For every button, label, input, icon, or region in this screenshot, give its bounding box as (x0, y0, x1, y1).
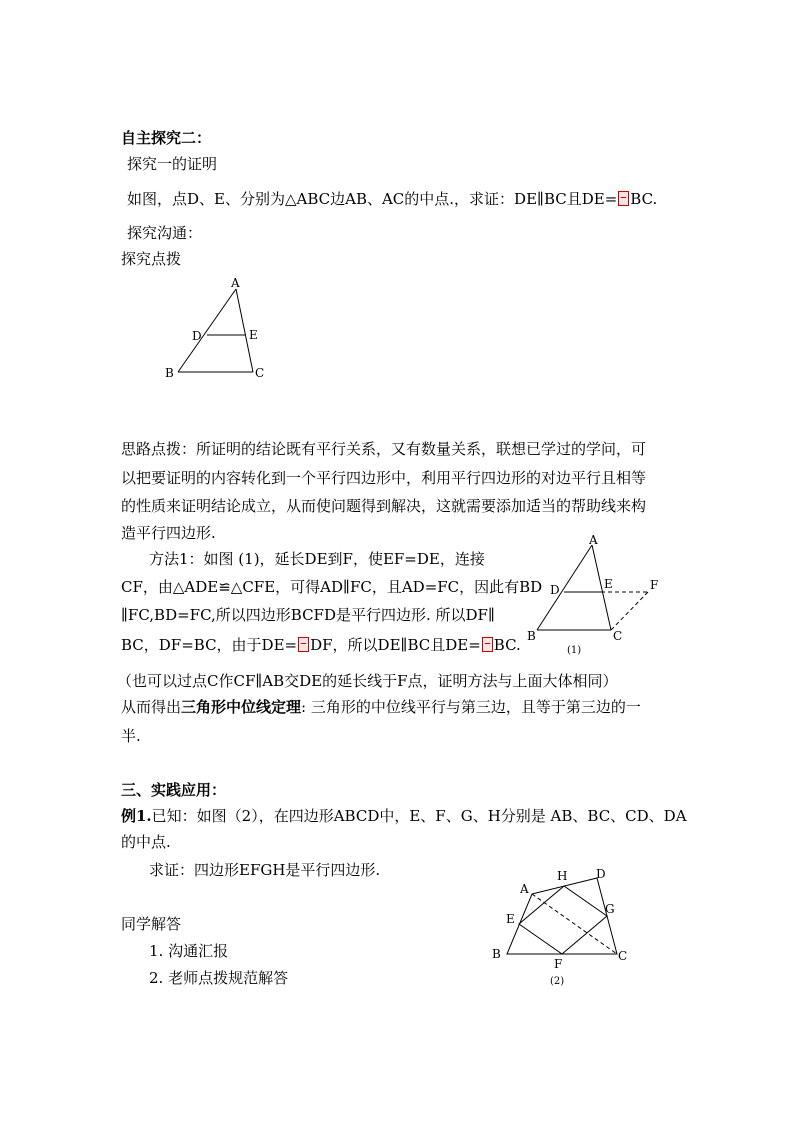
fraction-half-icon (482, 637, 493, 652)
reasoning-line-4: 造平行四边形. (121, 524, 216, 542)
reasoning-line-1: 思路点拨：所证明的结论既有平行关系，又有数量关系，联想已学过的学问，可 (121, 440, 647, 458)
method1-line-2: CF，由△ADE≌△CFE，可得AD∥FC，且AD=FC，因此有BD (121, 578, 543, 596)
fig2-label-f: F (554, 957, 563, 971)
fig2-label-c: C (618, 949, 628, 963)
fig1-caption: (1) (567, 645, 582, 656)
example-label: 例1. (121, 807, 152, 825)
fig1-label-a: A (589, 533, 598, 547)
step-2: 2. 老师点拨规范解答 (149, 969, 289, 987)
fig2-label-b: B (492, 947, 501, 961)
section-heading: 自主探究二： (121, 129, 212, 147)
step-1: 1. 沟通汇报 (149, 942, 229, 960)
theorem-name: 三角形中位线定理 (181, 698, 302, 716)
fig1-label-d: D (550, 583, 560, 597)
problem-text-end: BC. (630, 190, 658, 208)
method1-line-1: 方法1：如图 (1)，延长DE到F，使EF=DE，连接 (149, 550, 485, 568)
method1-text-a: BC，DF=BC，由于DE= (121, 636, 298, 654)
hint-label: 探究点拨 (121, 250, 182, 268)
subheading: 探究一的证明 (127, 155, 218, 173)
theorem-post: : 三角形的中位线平行与第三边，且等于第三边的一 (301, 698, 641, 716)
fig2-caption: (2) (550, 976, 565, 987)
method1-line-3: ∥FC,BD=FC,所以四边形BCFD是平行四边形. 所以DF∥ (121, 606, 495, 624)
fig2-label-g: G (605, 902, 615, 916)
fig2-label-d: D (596, 867, 606, 881)
label-c: C (255, 366, 265, 380)
method1-line-4 (121, 635, 521, 655)
fraction-half-icon (298, 637, 309, 652)
communicate-label: 探究沟通： (127, 224, 203, 242)
label-e: E (249, 328, 258, 342)
alt-note: （也可以过点C作CF∥AB交DE的延长线于F点，证明方法与上面大体相同） (117, 672, 618, 690)
example-line-1 (121, 806, 687, 826)
method1-text-b: DF，所以DE∥BC且DE= (310, 636, 481, 654)
prove-statement: 求证：四边形EFGH是平行四边形. (149, 861, 381, 879)
triangle-figure-main (178, 289, 253, 372)
fig2-label-a: A (520, 882, 529, 896)
reasoning-line-2: 以把要证明的内容转化到一个平行四边形中，利用平行四边形的对边平行且相等 (121, 469, 647, 487)
problem-text: 如图，点D、E、分别为△ABC边AB、AC的中点.，求证：DE∥BC且DE= (127, 190, 618, 208)
method1-text-c: BC. (493, 636, 521, 654)
students-label: 同学解答 (121, 915, 182, 933)
reasoning-line-3: 的性质来证明结论成立，从而使问题得到解决，这就需要添加适当的帮助线来构 (121, 497, 647, 515)
fig1-label-e: E (604, 577, 613, 591)
example-text: 已知：如图（2），在四边形ABCD中，E、F、G、H分别是 AB、BC、CD、DA (151, 807, 687, 825)
fig1-label-b: B (527, 629, 536, 643)
theorem-pre: 从而得出 (121, 698, 182, 716)
fig1-label-c: C (613, 629, 623, 643)
label-b: B (165, 366, 174, 380)
section3-heading: 三、实践应用： (121, 781, 227, 799)
theorem-continuation: 半. (121, 727, 141, 745)
fig2-label-e: E (506, 912, 515, 926)
fig1-label-f: F (650, 578, 659, 592)
label-d: D (192, 329, 202, 343)
theorem-line (121, 697, 641, 717)
example-line-2: 的中点. (121, 833, 171, 851)
label-a: A (231, 276, 240, 290)
fig2-label-h: H (557, 869, 568, 883)
